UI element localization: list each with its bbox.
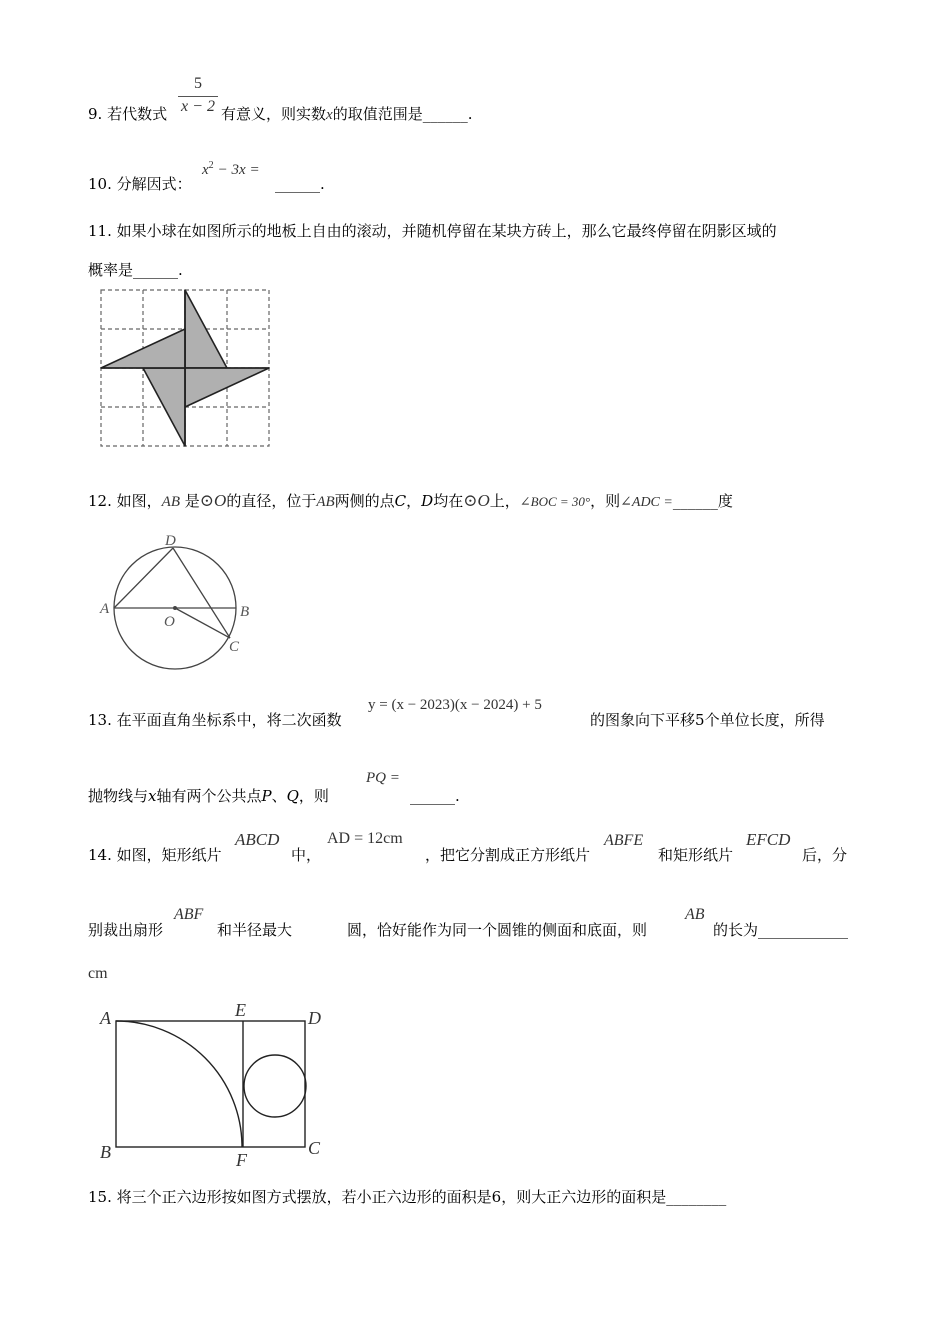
q9-answer-blank[interactable]: ______ [422, 105, 468, 123]
question-9 [88, 104, 167, 124]
q13-p: P [261, 787, 272, 805]
q9-text-end: 的取值范围是 [332, 105, 423, 123]
q11-line2-text: 概率是 [88, 261, 134, 279]
q12-angle-adc: ∠ADC = [620, 495, 673, 510]
q14-abf: ABF [174, 906, 204, 923]
q15-text: 将三个正六边形按如图方式摆放，若小正六边形的面积是 [116, 1188, 492, 1206]
q12-circle-figure [98, 528, 258, 670]
q13-t3: 个单位长度，所得 [704, 711, 825, 729]
q13-n: 5 [695, 711, 705, 729]
q12-t3: 的直径，位于 [226, 492, 317, 510]
q10-expression [202, 160, 260, 179]
q14-t1: 如图，矩形纸片 [116, 846, 222, 864]
q11-number: 11. [88, 222, 112, 240]
q14-efcd: EFCD [746, 830, 791, 849]
q10-period: . [320, 175, 325, 193]
q14-line2-c: 圆，恰好能作为同一个圆锥的侧面和底面，则 [347, 921, 648, 939]
q13-line2-c: ，则 [298, 787, 329, 805]
q12-circle-o: ⊙O [199, 491, 227, 510]
label-b: B [100, 1142, 111, 1162]
q10-answer-blank[interactable]: ______ [275, 175, 320, 193]
q12-comma: ， [406, 492, 422, 510]
q14-line2-a: 别裁出扇形 [88, 921, 164, 939]
q14-line2-d: 的长为 [713, 921, 759, 939]
q13-pq: PQ = [366, 770, 400, 786]
q13-q: Q [286, 787, 299, 805]
q12-t4: 两侧的点 [334, 492, 395, 510]
q11-line1: 如果小球在如图所示的地板上自由的滚动，并随机停留在某块方砖上，那么它最终停留在阴影区域的 [116, 222, 777, 240]
q12-t7: ，则 [590, 492, 621, 510]
label-d: D [165, 533, 176, 549]
q10-number: 10. [88, 175, 112, 193]
label-e: E [235, 1000, 246, 1020]
q12-t1: 如图， [116, 492, 162, 510]
q12-unit: 度 [717, 492, 733, 510]
label-d: D [308, 1008, 321, 1028]
q12-ab: AB [161, 494, 180, 510]
q13-line2-b: 轴有两个公共点 [156, 787, 262, 805]
q9-text-after-wrap [221, 104, 472, 125]
arc-af [116, 1021, 242, 1147]
q11-line2 [88, 260, 183, 280]
q14-unit: cm [88, 965, 108, 982]
q14-abfe: ABFE [604, 832, 644, 849]
q9-var-x: x [326, 107, 333, 123]
label-c: C [229, 639, 240, 655]
rectangle-abcd [116, 1021, 305, 1147]
q13-line2-a: 抛物线与 [88, 787, 149, 805]
q13-line2 [88, 786, 329, 806]
q12-t6: 上， [489, 492, 520, 510]
q11-floor-figure [98, 287, 274, 449]
q14-line2-d-wrap [713, 920, 848, 940]
q12-number: 12. [88, 492, 112, 510]
inscribed-circle [244, 1055, 306, 1117]
label-f: F [236, 1150, 247, 1170]
q13-function: y = (x − 2023)(x − 2024) + 5 [368, 697, 542, 713]
question-14 [88, 845, 222, 865]
q12-ab-2: AB [316, 494, 335, 510]
radius-oc [175, 608, 230, 638]
q10-expr-rest: − 3x = [217, 162, 260, 178]
q14-line2-b: 和半径最大 [217, 921, 293, 939]
q12-angle-boc: ∠BOC = 30° [519, 494, 591, 509]
q13-sep: 、 [271, 787, 287, 805]
q13-answer-wrap [410, 786, 460, 806]
q13-number: 13. [88, 711, 112, 729]
q13-line1-end [590, 710, 825, 730]
question-10 [88, 174, 192, 194]
q14-rectangle-figure [96, 1000, 336, 1170]
q14-t2: 中， [291, 846, 322, 864]
label-a: A [100, 601, 110, 617]
q10-expr-exp: 2 [208, 160, 214, 171]
q10-expr-base: x [202, 162, 209, 178]
q13-period: . [455, 787, 460, 805]
q9-text-after: 有意义，则实数 [221, 105, 327, 123]
q11-period: . [178, 261, 183, 279]
q14-t4: 和矩形纸片 [658, 846, 734, 864]
label-b: B [240, 604, 250, 620]
q9-period: . [467, 105, 473, 123]
q14-t5: 后，分 [802, 846, 848, 864]
q13-t1: 在平面直角坐标系中，将二次函数 [116, 711, 342, 729]
q14-answer-blank[interactable]: ____________ [758, 921, 849, 939]
q9-fraction [178, 74, 218, 117]
label-o: O [164, 614, 175, 630]
center-point-o [173, 606, 177, 610]
q9-number: 9. [88, 105, 103, 123]
chord-ad [114, 548, 173, 608]
chord-dc [173, 548, 230, 638]
q14-abcd: ABCD [235, 830, 280, 849]
q14-ab: AB [685, 906, 705, 923]
q13-x: x [148, 787, 157, 805]
q12-answer-blank[interactable]: ______ [672, 492, 718, 510]
pinwheel-blade-bottom [143, 368, 185, 446]
q9-frac-denominator: x − 2 [181, 98, 215, 115]
q10-text: 分解因式： [116, 175, 192, 193]
q12-circle-o-2: ⊙O [463, 491, 490, 510]
q14-t3: ，把它分割成正方形纸片 [425, 846, 591, 864]
q14-ad: AD = 12cm [327, 830, 403, 847]
q12-d: D [421, 492, 434, 510]
question-11 [88, 221, 777, 241]
question-15 [88, 1187, 726, 1207]
q13-answer-blank[interactable]: ______ [410, 787, 455, 805]
q12-t5: 均在 [433, 492, 464, 510]
q11-answer-blank[interactable]: ______ [133, 261, 179, 279]
q15-number: 15. [88, 1188, 112, 1206]
q15-n: 6 [491, 1188, 502, 1206]
q12-t2: 是 [184, 492, 200, 510]
q13-t2: 的图象向下平移 [590, 711, 696, 729]
label-a: A [100, 1008, 111, 1028]
q15-answer-blank[interactable]: ________ [666, 1188, 727, 1206]
question-13 [88, 710, 342, 730]
question-12 [88, 491, 733, 513]
q14-number: 14. [88, 846, 112, 864]
label-c: C [308, 1138, 321, 1158]
q15-text2: ，则大正六边形的面积是 [501, 1188, 667, 1206]
q9-frac-numerator: 5 [194, 75, 202, 92]
q9-text-before: 若代数式 [107, 105, 168, 123]
q10-answer-wrap [275, 174, 325, 194]
pinwheel-blade-right [185, 368, 269, 407]
q12-c: C [394, 492, 407, 510]
